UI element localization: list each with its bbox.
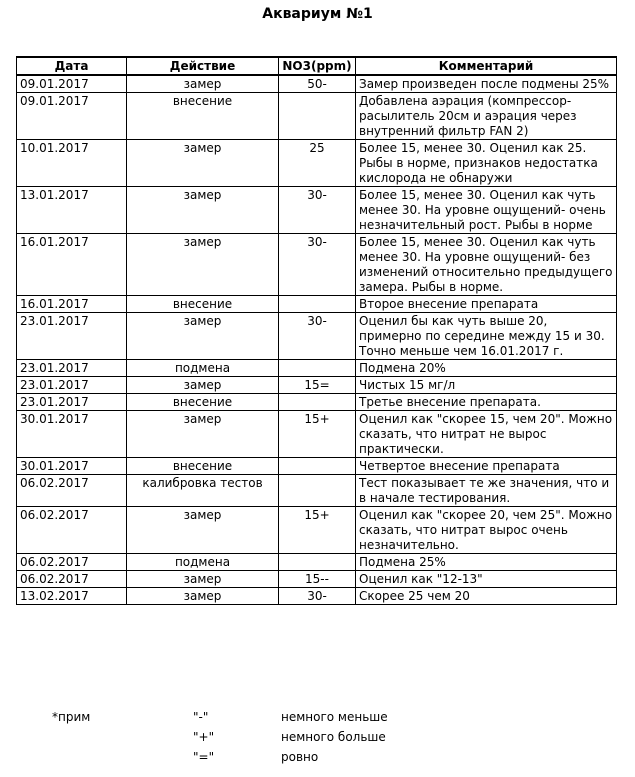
legend-symbol: "-" xyxy=(193,710,209,724)
cell-no3: 15= xyxy=(279,377,356,394)
table-row xyxy=(17,571,617,588)
legend-note: *прим xyxy=(52,710,91,724)
cell-no3 xyxy=(279,475,356,507)
cell-action: замер xyxy=(127,75,279,93)
cell-date: 13.01.2017 xyxy=(17,187,127,234)
cell-date: 30.01.2017 xyxy=(17,458,127,475)
cell-action: замер xyxy=(127,507,279,554)
cell-comment: Оценил как "12-13" xyxy=(356,571,617,588)
cell-date: 09.01.2017 xyxy=(17,75,127,93)
cell-action: подмена xyxy=(127,360,279,377)
cell-no3 xyxy=(279,458,356,475)
cell-date: 06.02.2017 xyxy=(17,475,127,507)
cell-no3: 15+ xyxy=(279,507,356,554)
cell-comment: Скорее 25 чем 20 xyxy=(356,588,617,605)
cell-action: замер xyxy=(127,140,279,187)
table-row xyxy=(17,140,617,187)
table-row xyxy=(17,377,617,394)
table-row xyxy=(17,411,617,458)
cell-action: внесение xyxy=(127,93,279,140)
cell-no3: 15+ xyxy=(279,411,356,458)
cell-no3 xyxy=(279,554,356,571)
cell-date: 06.02.2017 xyxy=(17,554,127,571)
cell-comment: Оценил как "скорее 20, чем 25". Можно сказать, что нитрат вырос очень незначительно. xyxy=(356,507,617,554)
table-row xyxy=(17,458,617,475)
cell-date: 10.01.2017 xyxy=(17,140,127,187)
cell-no3: 30- xyxy=(279,588,356,605)
cell-action: замер xyxy=(127,313,279,360)
table-row xyxy=(17,394,617,411)
nitrate-log-table xyxy=(16,56,617,605)
cell-action: замер xyxy=(127,234,279,296)
table-row xyxy=(17,313,617,360)
cell-action: внесение xyxy=(127,296,279,313)
table-row xyxy=(17,360,617,377)
legend-meaning: немного меньше xyxy=(281,710,388,724)
cell-action: замер xyxy=(127,187,279,234)
cell-action: подмена xyxy=(127,554,279,571)
cell-action: калибровка тестов xyxy=(127,475,279,507)
cell-no3: 30- xyxy=(279,234,356,296)
legend-symbol: "+" xyxy=(193,730,215,744)
legend-row xyxy=(0,730,635,750)
table-row xyxy=(17,234,617,296)
cell-no3 xyxy=(279,394,356,411)
cell-comment: Добавлена аэрация (компрессор-расылитель 20см и аэрация через внутренний фильтр FAN 2) xyxy=(356,93,617,140)
table-row xyxy=(17,588,617,605)
cell-no3: 30- xyxy=(279,187,356,234)
column-header-comment: Комментарий xyxy=(356,57,617,75)
table-row xyxy=(17,507,617,554)
cell-date: 23.01.2017 xyxy=(17,313,127,360)
cell-action: внесение xyxy=(127,458,279,475)
cell-comment: Подмена 25% xyxy=(356,554,617,571)
cell-comment: Второе внесение препарата xyxy=(356,296,617,313)
cell-date: 16.01.2017 xyxy=(17,234,127,296)
legend-row xyxy=(0,710,635,730)
cell-action: внесение xyxy=(127,394,279,411)
cell-no3: 25 xyxy=(279,140,356,187)
cell-comment: Оценил как "скорее 15, чем 20". Можно сказать, что нитрат не вырос практически. xyxy=(356,411,617,458)
cell-date: 23.01.2017 xyxy=(17,377,127,394)
cell-action: замер xyxy=(127,411,279,458)
cell-date: 16.01.2017 xyxy=(17,296,127,313)
cell-no3: 50- xyxy=(279,75,356,93)
cell-comment: Более 15, менее 30. Оценил как чуть менее 30. На уровне ощущений- очень незначительный рост. Рыбы в норме xyxy=(356,187,617,234)
table-row xyxy=(17,187,617,234)
cell-date: 06.02.2017 xyxy=(17,571,127,588)
cell-date: 23.01.2017 xyxy=(17,360,127,377)
cell-no3 xyxy=(279,360,356,377)
cell-no3 xyxy=(279,296,356,313)
cell-date: 30.01.2017 xyxy=(17,411,127,458)
table-header-row xyxy=(17,57,617,75)
cell-action: замер xyxy=(127,571,279,588)
table-row xyxy=(17,475,617,507)
legend-meaning: немного больше xyxy=(281,730,386,744)
cell-comment: Подмена 20% xyxy=(356,360,617,377)
table-row xyxy=(17,93,617,140)
page-title: Аквариум №1 xyxy=(262,6,373,22)
legend-meaning: ровно xyxy=(281,750,319,764)
cell-action: замер xyxy=(127,377,279,394)
legend-symbol: "=" xyxy=(193,750,215,764)
legend xyxy=(0,710,635,770)
cell-action: замер xyxy=(127,588,279,605)
column-header-action: Действие xyxy=(127,57,279,75)
table-row xyxy=(17,296,617,313)
cell-no3: 15-- xyxy=(279,571,356,588)
cell-comment: Тест показывает те же значения, что и в начале тестирования. xyxy=(356,475,617,507)
cell-date: 09.01.2017 xyxy=(17,93,127,140)
cell-comment: Третье внесение препарата. xyxy=(356,394,617,411)
cell-no3 xyxy=(279,93,356,140)
cell-date: 13.02.2017 xyxy=(17,588,127,605)
table-row xyxy=(17,554,617,571)
legend-row xyxy=(0,750,635,770)
cell-comment: Замер произведен после подмены 25% xyxy=(356,75,617,93)
column-header-date: Дата xyxy=(17,57,127,75)
cell-comment: Более 15, менее 30. Оценил как чуть менее 30. На уровне ощущений- без изменений относительно предыдущего замера. Рыбы в норме. xyxy=(356,234,617,296)
cell-comment: Оценил бы как чуть выше 20, примерно по середине между 15 и 30. Точно меньше чем 16.01.2017 г. xyxy=(356,313,617,360)
cell-comment: Чистых 15 мг/л xyxy=(356,377,617,394)
cell-comment: Более 15, менее 30. Оценил как 25. Рыбы в норме, признаков недостатка кислорода не обнаружи xyxy=(356,140,617,187)
cell-date: 06.02.2017 xyxy=(17,507,127,554)
table-row xyxy=(17,75,617,93)
cell-no3: 30- xyxy=(279,313,356,360)
cell-comment: Четвертое внесение препарата xyxy=(356,458,617,475)
cell-date: 23.01.2017 xyxy=(17,394,127,411)
column-header-no3: NO3(ppm) xyxy=(279,57,356,75)
